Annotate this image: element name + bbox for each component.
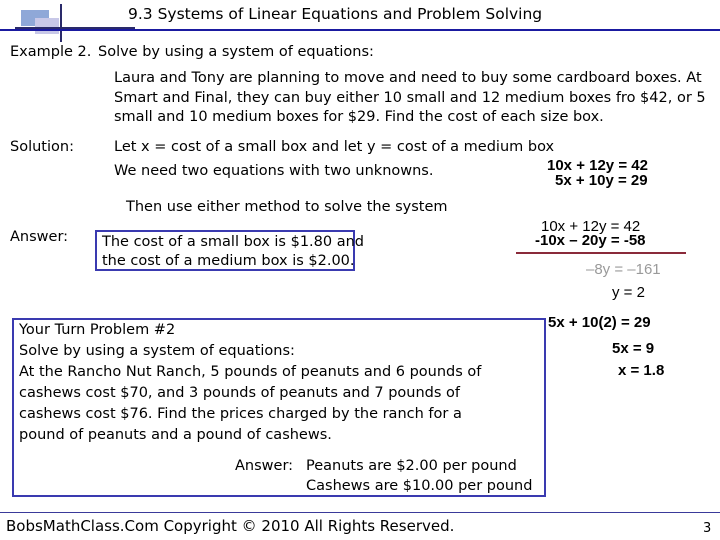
x-value: x = 1.8 — [618, 362, 665, 379]
your-turn-line-3: At the Rancho Nut Ranch, 5 pounds of peanuts and 6 pounds of — [19, 364, 482, 380]
title-underline — [0, 29, 720, 31]
elimination-bottom-equation: -10x – 20y = -58 — [535, 232, 646, 249]
footer-copyright: BobsMathClass.Com Copyright © 2010 All Rights Reserved. — [6, 517, 455, 535]
your-turn-line-2: Solve by using a system of equations: — [19, 343, 295, 359]
elimination-result: –8y = –161 — [586, 261, 661, 278]
example-instruction: Solve by using a system of equations: — [98, 44, 374, 60]
title-logo-decoration — [15, 4, 135, 42]
solution-line-1: Let x = cost of a small box and let y = cost of a medium box — [114, 139, 555, 155]
answer-label: Answer: — [10, 229, 69, 245]
problem-line-2: Smart and Final, they can buy either 10 small and 12 medium boxes fro $42, or 5 — [114, 90, 706, 106]
your-turn-answer-line-1: Peanuts are $2.00 per pound — [306, 458, 517, 474]
x-step-equation: 5x = 9 — [612, 340, 655, 357]
your-turn-line-4: cashews cost $70, and 3 pounds of peanuts and 7 pounds of — [19, 385, 461, 401]
example-label: Example 2. — [10, 44, 92, 60]
answer-line-1: The cost of a small box is $1.80 and — [102, 234, 364, 250]
system-equation-1: 10x + 12y = 42 — [547, 157, 648, 174]
your-turn-answer-line-2: Cashews are $10.00 per pound — [306, 478, 533, 494]
page-number: 3 — [703, 521, 712, 536]
answer-box — [95, 230, 364, 271]
solution-label: Solution: — [10, 139, 74, 155]
your-turn-line-5: cashews cost $76. Find the prices charged by the ranch for a — [19, 406, 462, 422]
footer-rule — [0, 512, 720, 513]
problem-line-3: small and 10 medium boxes for $29. Find the cost of each size box. — [114, 109, 604, 125]
answer-line-2: the cost of a medium box is $2.00. — [102, 253, 355, 269]
y-value: y = 2 — [612, 284, 645, 301]
your-turn-answer-label: Answer: — [235, 458, 294, 474]
substitution-equation: 5x + 10(2) = 29 — [548, 314, 651, 331]
elimination-divider — [516, 252, 686, 254]
problem-line-1: Laura and Tony are planning to move and need to buy some cardboard boxes. At — [114, 70, 702, 86]
system-equation-2: 5x + 10y = 29 — [555, 172, 648, 189]
your-turn-line-1: Your Turn Problem #2 — [19, 322, 176, 338]
solution-method: Then use either method to solve the system — [126, 199, 448, 215]
page-title: 9.3 Systems of Linear Equations and Problem Solving — [128, 5, 543, 23]
your-turn-line-6: pound of peanuts and a pound of cashews. — [19, 427, 332, 443]
elimination-top-equation: 10x + 12y = 42 — [541, 218, 641, 235]
solution-line-2: We need two equations with two unknowns. — [114, 163, 434, 179]
